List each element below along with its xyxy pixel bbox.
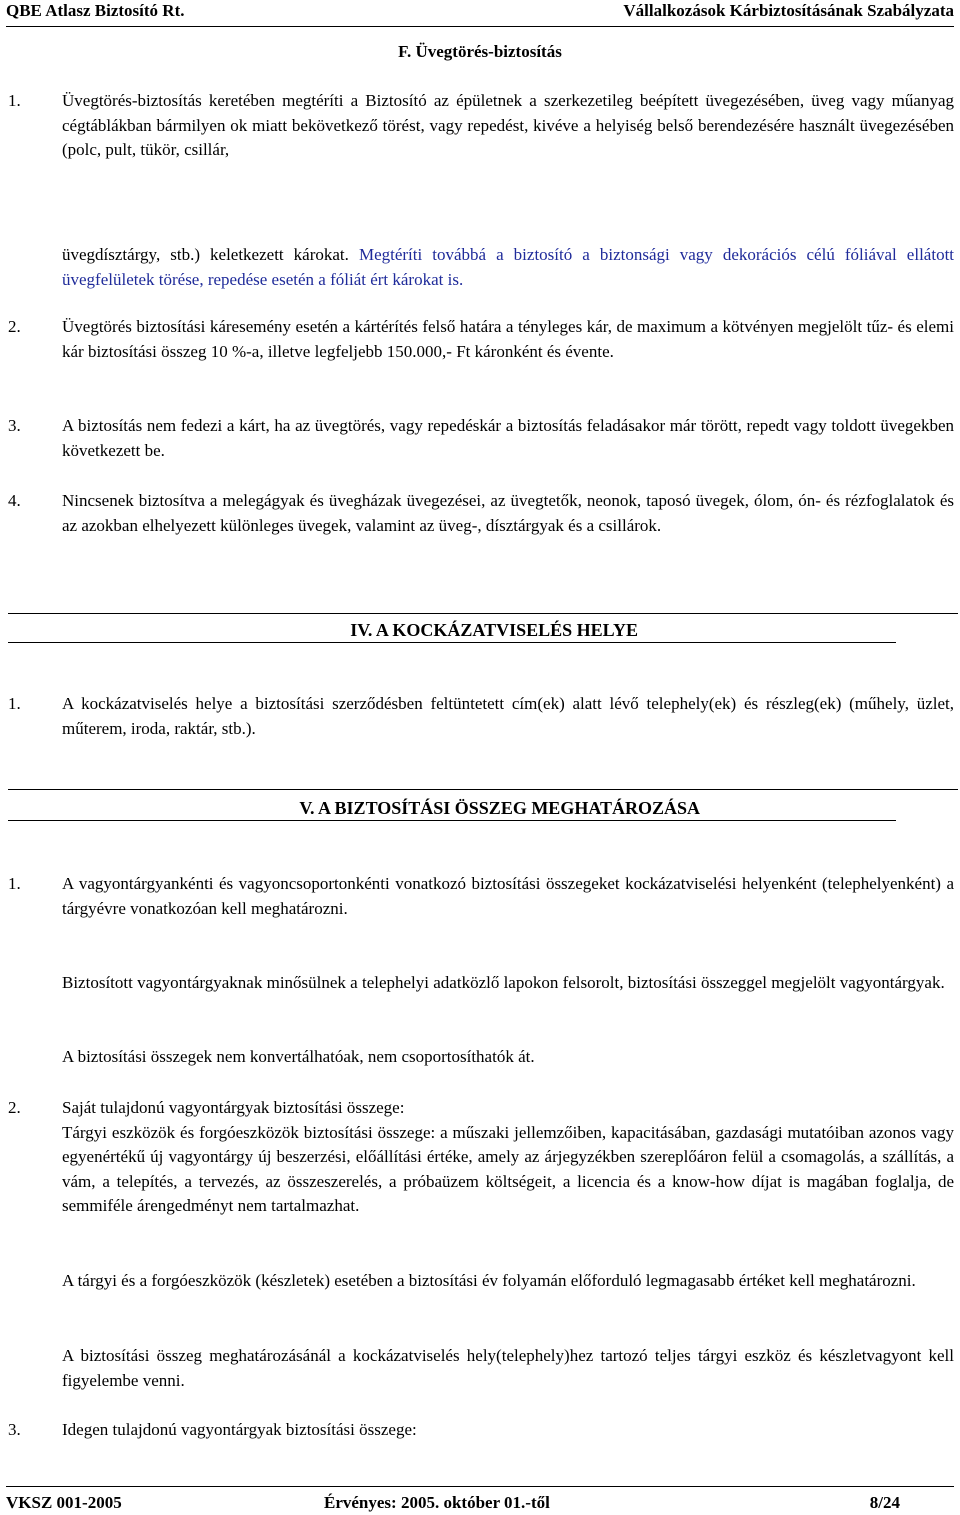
item-number: 4. [8,491,21,510]
item-text: A vagyontárgyankénti és vagyoncsoportonkénti vonatkozó biztosítási összegeket kockázatviselési helyenként (telephelyenként) a tárgyévre vonatkozóan kell meghatározni. [62,874,954,918]
item-number: 2. [8,317,21,336]
item-text: A biztosítási összeg meghatározásánál a kockázatviselés hely(telephely)hez tartozó teljes tárgyi eszköz és készletvagyont kell figyelembe venni. [62,1346,954,1390]
header-company: QBE Atlasz Biztosító Rt. [6,1,185,20]
item-text: Nincsenek biztosítva a melegágyak és üvegházak üvegezései, az üvegtetők, neonok, taposó üvegek, ólom, ón- és rézfoglalatok és az azokban elhelyezett különleges üvegek, valamint az üveg-, dísztárgyak és a csillárok. [62,491,954,535]
glass-item-1-continued [8,243,954,292]
sum-item-1-para2 [8,971,954,996]
section-heading-iv [8,612,896,643]
glass-item-2 [8,315,954,364]
page-footer [6,1486,954,1512]
glass-item-3 [8,414,954,463]
item-text: A biztosítási összegek nem konvertálhatóak, nem csoportosíthatók át. [62,1047,535,1066]
page-header [6,0,954,27]
item-text: Üvegtörés biztosítási káresemény esetén a kártérítés felső határa a tényleges kár, de maximum a kötvényen megjelölt tűz- és elemi kár biztosítási összeg 10 %-a, illetve legfeljebb 150.000,- Ft káronként és évente. [62,317,954,361]
item-title: Saját tulajdonú vagyontárgyak biztosítási összege: [62,1098,405,1117]
section-heading-text: V. A BIZTOSÍTÁSI ÖSSZEG MEGHATÁROZÁSA [299,798,700,818]
item-text-highlight: Megtéríti továbbá a biztosító a biztonsági vagy dekorációs célú fóliával ellátott üvegfelületek törése, repedése esetén a fóliát ért károkat is. [62,245,955,289]
item-text: Üvegtörés-biztosítás keretében megtéríti a Biztosító az épületnek a szerkezetileg beépített üvegezésében, üveg vagy műanyag cégtáblákban bármilyen ok miatt bekövetkező törést, vagy repedést, kivéve a helyiség belső berendezésére használt üvegezésében (polc, pult, tükör, csillár, [62,91,954,159]
item-number: 3. [8,1420,21,1439]
item-text: Tárgyi eszközök és forgóeszközök biztosítási összege: a műszaki jellemzőiben, kapacitásában, gazdasági mutatóiban azonos vagy egyenértékű új vagyontárgy új beszerzési, előállítási értéke, amely az árjegyzékben szereplőáron felül a csomagolás, a szállítás, a vám, a telepítés, a tervezés, az összeszerelés, a próbaüzem költségeit, a licencia és a know-how díjat is magában foglalja, de semmiféle árengedményt nem tartalmazhat. [62,1122,954,1215]
item-text: Idegen tulajdonú vagyontárgyak biztosítási összege: [62,1420,417,1439]
item-number: 1. [8,694,21,713]
item-text: üvegdísztárgy, stb.) keletkezett károkat. [62,245,349,264]
glass-item-4 [8,489,954,538]
location-item-1 [8,692,954,741]
sum-item-2 [8,1096,954,1219]
item-text: A kockázatviselés helye a biztosítási szerződésben feltüntetett cím(ek) alatt lévő telephely(ek) és részleg(ek) (műhely, üzlet, műterem, iroda, raktár, stb.). [62,694,954,738]
item-number: 3. [8,416,21,435]
item-text: A biztosítás nem fedezi a kárt, ha az üvegtörés, vagy repedéskár a biztosítás feladásakor már törött, repedt vagy toldott üvegekben következett be. [62,416,954,460]
section-subtitle: F. Üvegtörés-biztosítás [398,42,562,61]
sum-item-3 [8,1418,954,1443]
section-heading-text: IV. A KOCKÁZATVISELÉS HELYE [350,620,638,640]
glass-item-1 [8,89,954,163]
footer-page-number: 8/24 [869,1493,900,1512]
item-number: 1. [8,91,21,110]
item-number: 2. [8,1098,21,1117]
sum-item-2-para3 [8,1344,954,1393]
sum-item-1-para3 [8,1045,954,1070]
item-number: 1. [8,874,21,893]
footer-document-code: VKSZ 001-2005 [6,1493,122,1512]
sum-item-1 [8,872,954,921]
item-text: A tárgyi és a forgóeszközök (készletek) esetében a biztosítási év folyamán előforduló legmagasabb értéket kell meghatározni. [62,1271,916,1290]
footer-validity: Érvényes: 2005. október 01.-től [324,1493,550,1512]
header-document-title: Vállalkozások Kárbiztosításának Szabályzata [623,1,954,20]
sum-item-2-para2 [8,1269,954,1294]
section-heading-v [8,790,896,821]
item-text: Biztosított vagyontárgyaknak minősülnek a telephelyi adatközlő lapokon felsorolt, biztosítási összeggel megjelölt vagyontárgyak. [62,973,945,992]
